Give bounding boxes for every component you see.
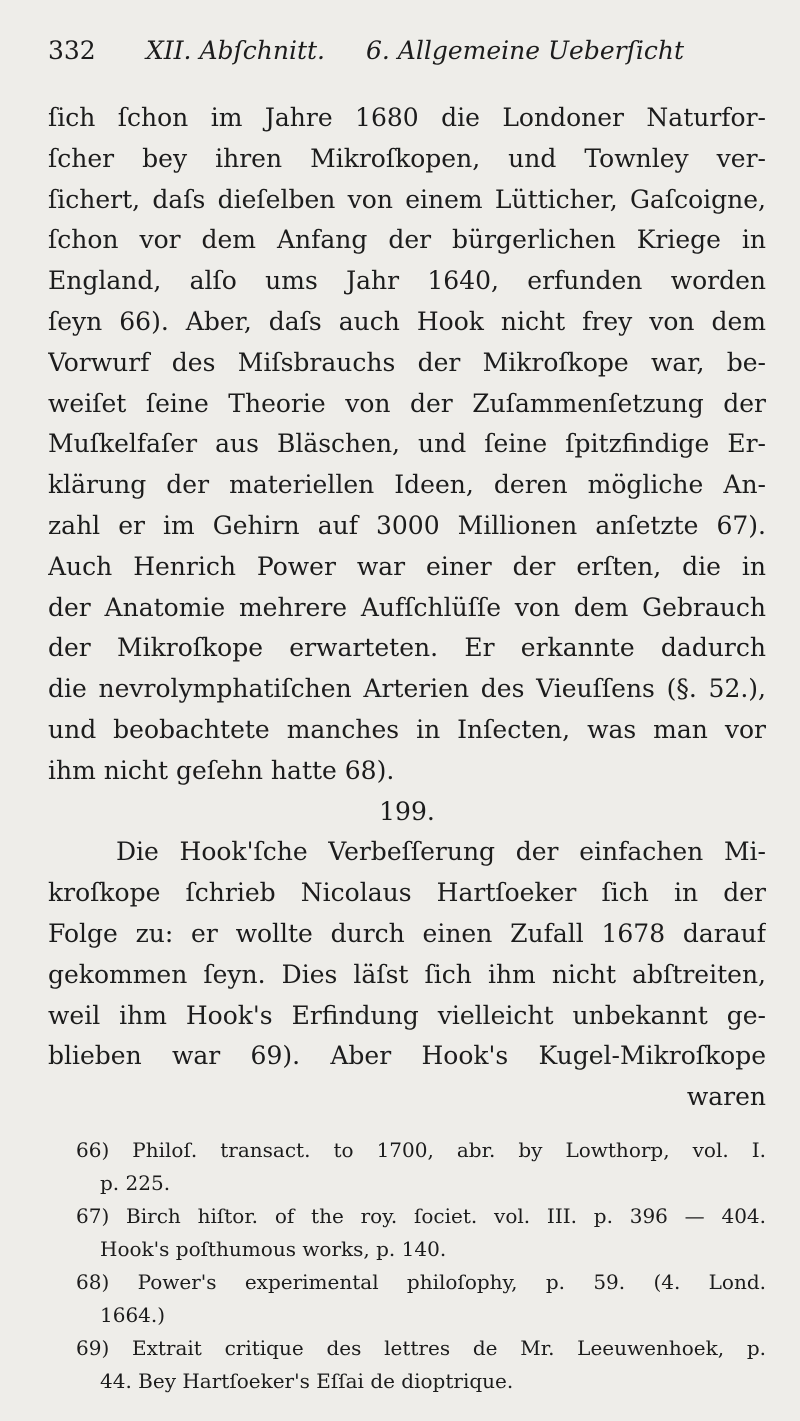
- text-line: ihm nicht geſehn hatte 68).: [48, 755, 395, 785]
- chapter-subtitle: 6. Allgemeine Ueberſicht: [366, 36, 684, 65]
- text-line: die nevrolymphatiſchen Arterien des Vieuſſens (§. 52.),: [48, 674, 766, 704]
- footnote-69: 69) Extrait critique des lettres de Mr. Leeuwenhoek, p.: [76, 1336, 766, 1360]
- text-line: Folge zu: er wollte durch einen Zufall 1678 darauf: [48, 918, 766, 948]
- text-line: ſcher bey ihren Mikroſkopen, und Townley ver-: [48, 143, 766, 173]
- footnotes: [76, 1134, 766, 1398]
- text-line: blieben war 69). Aber Hook's Kugel-Mikroſkope: [48, 1041, 766, 1071]
- text-line: Auch Henrich Power war einer der erſten, die in: [48, 551, 766, 581]
- text-line: kroſkope ſchrieb Nicolaus Hartſoeker ſich in der: [48, 878, 766, 908]
- text-line: klärung der materiellen Ideen, deren mögliche An-: [48, 470, 766, 500]
- text-line: der Mikroſkope erwarteten. Er erkannte dadurch: [48, 633, 766, 663]
- text-line: Muſkelfaſer aus Bläschen, und ſeine ſpitzfindige Er-: [48, 429, 766, 459]
- catchword: waren: [686, 1082, 766, 1112]
- text-line: und beobachtete manches in Inſecten, was man vor: [48, 714, 766, 744]
- footnote-67-cont: Hook's poſthumous works, p. 140.: [100, 1237, 447, 1261]
- footnote-66-cont: p. 225.: [100, 1171, 171, 1195]
- main-text: [48, 98, 766, 1118]
- text-line: gekommen ſeyn. Dies läſst ſich ihm nicht abſtreiten,: [48, 959, 766, 989]
- text-line: zahl er im Gehirn auf 3000 Millionen anſetzte 67).: [48, 510, 766, 540]
- chapter-heading: XII. Abſchnitt.: [146, 36, 325, 65]
- footnote-68: 68) Power's experimental philoſophy, p. 59. (4. Lond.: [76, 1270, 766, 1294]
- section-number: 199.: [379, 796, 435, 826]
- footnote-68-cont: 1664.): [100, 1303, 166, 1327]
- footnote-69-cont: 44. Bey Hartſoeker's Eſſai de dioptrique.: [100, 1369, 514, 1393]
- text-line: weiſet ſeine Theorie von der Zuſammenſetzung der: [48, 388, 766, 418]
- text-line: der Anatomie mehrere Aufſchlüſſe von dem Gebrauch: [48, 592, 766, 622]
- text-line: Vorwurf des Miſsbrauchs der Mikroſkope war, be-: [48, 347, 766, 377]
- text-line: ſeyn 66). Aber, daſs auch Hook nicht frey von dem: [48, 306, 766, 336]
- text-line: ſichert, daſs dieſelben von einem Lütticher, Gaſcoigne,: [48, 184, 766, 214]
- text-line: ſchon vor dem Anfang der bürgerlichen Kriege in: [48, 225, 766, 255]
- text-line: Die Hook'ſche Verbeſſerung der einfachen Mi-: [116, 837, 766, 867]
- text-line: ſich ſchon im Jahre 1680 die Londoner Naturfor-: [48, 103, 766, 132]
- footnote-66: 66) Philoſ. transact. to 1700, abr. by Lowthorp, vol. I.: [76, 1138, 766, 1162]
- running-header: [48, 36, 770, 76]
- text-line: England, alſo ums Jahr 1640, erfunden worden: [48, 266, 766, 296]
- footnote-67: 67) Birch hiſtor. of the roy. ſociet. vol. III. p. 396 — 404.: [76, 1204, 766, 1228]
- text-line: weil ihm Hook's Erfindung vielleicht unbekannt ge-: [48, 1000, 766, 1030]
- page-number: 332: [48, 36, 96, 65]
